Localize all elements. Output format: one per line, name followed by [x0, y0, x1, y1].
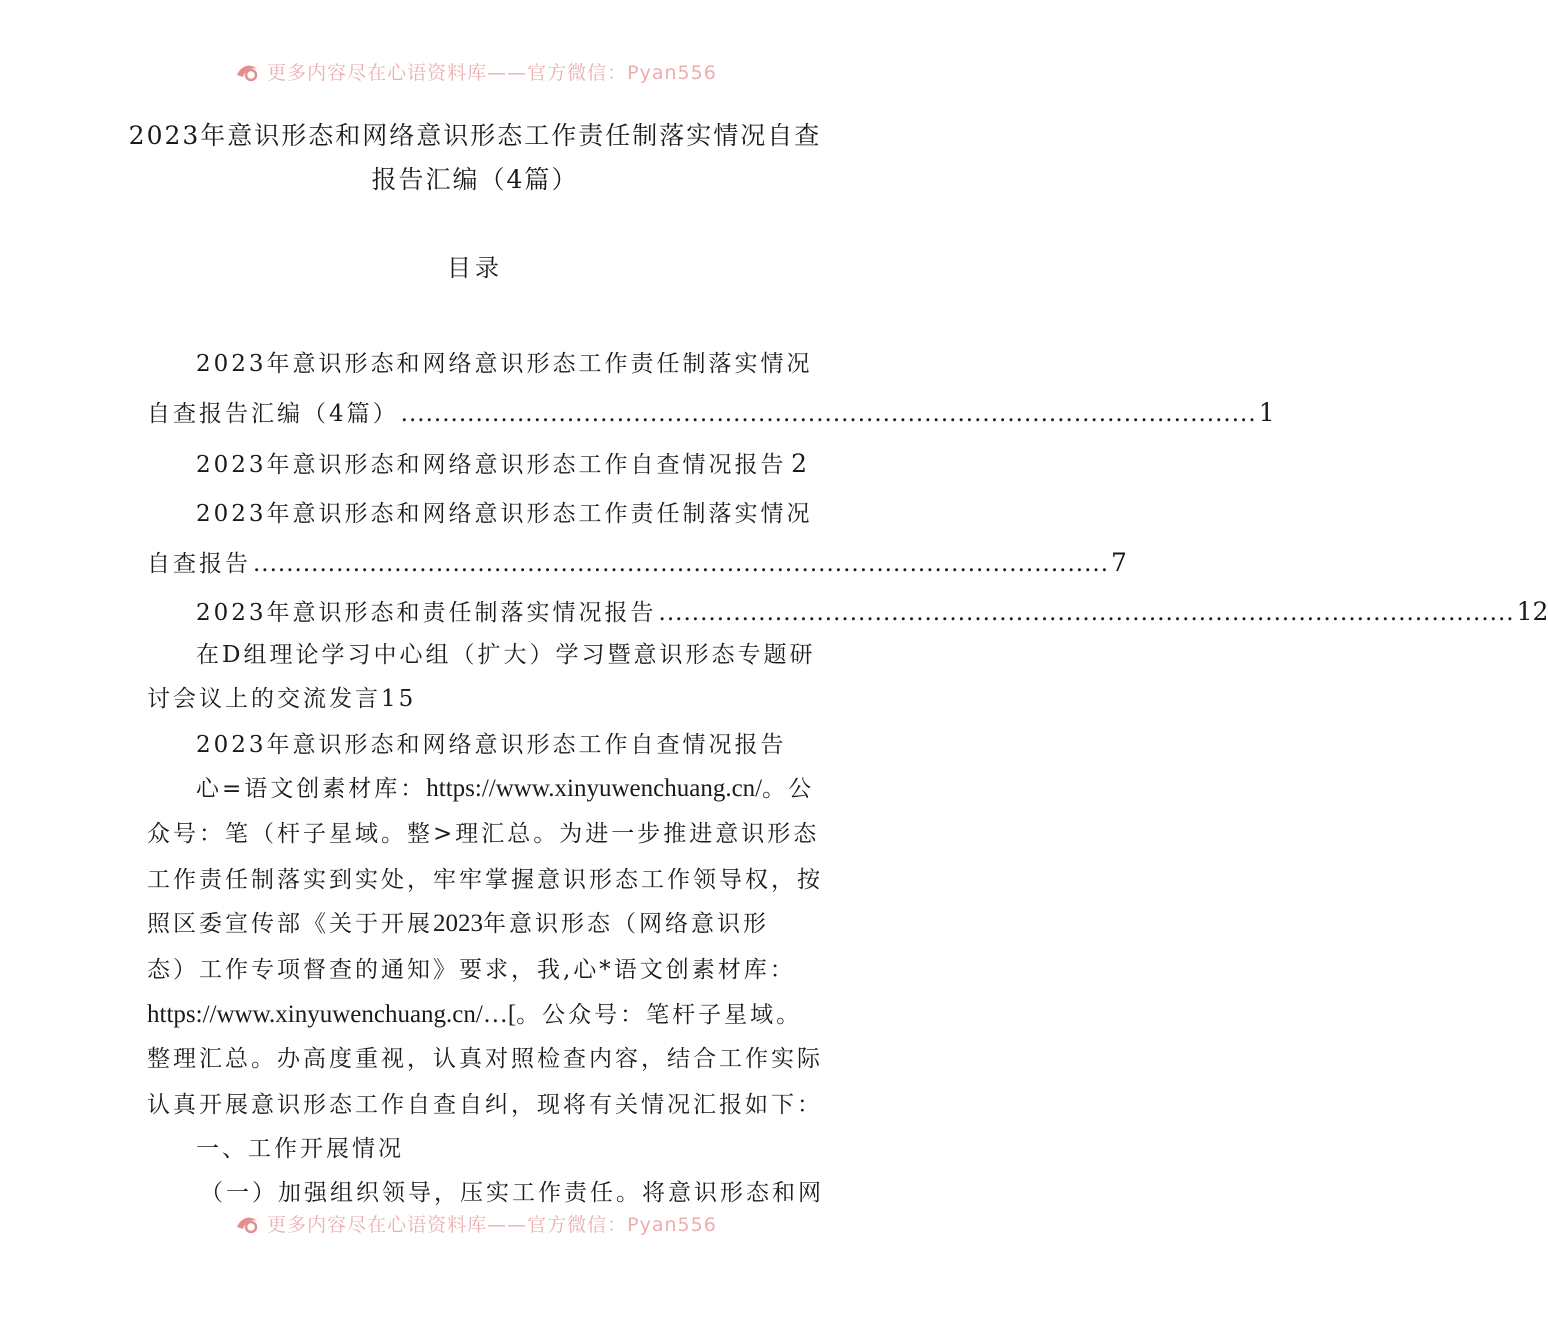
document-title-line-2: 报告汇编（4篇）	[371, 165, 579, 194]
watermark-text: 更多内容尽在心语资料库——官方微信：Pyan556	[267, 1214, 717, 1236]
document-title-line-1: 2023年意识形态和网络意识形态工作责任制落实情况自查	[128, 121, 822, 150]
watermark-top	[0, 58, 950, 85]
paragraph-1-line-6: https://www.xinyuwenchuang.cn/…[。公众号：笔杆子星域。	[147, 1001, 803, 1028]
toc-entry-3-text: 自查报告	[147, 551, 251, 577]
toc-leader-dots: .......................................................................................................	[253, 551, 1110, 577]
toc-entry-1-line-1[interactable]: 2023年意识形态和网络意识形态工作责任制落实情况	[196, 351, 813, 377]
toc-entry-5-line-2[interactable]: 讨会议上的交流发言15	[147, 686, 417, 712]
toc-entry-2-page: 2	[791, 449, 807, 478]
brand-logo-icon	[233, 61, 263, 83]
toc-entry-4-page: 12	[1516, 597, 1548, 626]
paragraph-1-line-3: 工作责任制落实到实处，牢牢掌握意识形态工作领导权，按	[147, 867, 823, 893]
toc-entry-4-text: 2023年意识形态和责任制落实情况报告	[196, 600, 657, 626]
watermark-text: 更多内容尽在心语资料库——官方微信：Pyan556	[267, 62, 717, 84]
url-link[interactable]: https://www.xinyuwenchuang.cn/	[426, 775, 763, 802]
toc-entry-3-page: 7	[1111, 548, 1127, 577]
toc-entry-2[interactable]	[196, 446, 807, 483]
paragraph-1-line-5: 态）工作专项督查的通知》要求，我,心*语文创素材库：	[147, 957, 796, 983]
paragraph-1-line-1: 心=语文创素材库：https://www.xinyuwenchuang.cn/。公	[196, 775, 815, 802]
toc-entry-3-line-2[interactable]	[147, 545, 1127, 582]
toc-leader-dots: .......................................................................................................	[658, 600, 1515, 626]
url-link[interactable]: https://www.xinyuwenchuang.cn/…[	[147, 1001, 517, 1028]
heading-work-status: 一、工作开展情况	[196, 1136, 404, 1162]
toc-entry-5-line-1[interactable]: 在D组理论学习中心组（扩大）学习暨意识形态专题研	[196, 642, 816, 668]
brand-logo-icon	[233, 1213, 263, 1235]
toc-leader-dots	[789, 447, 790, 483]
toc-entry-4[interactable]	[196, 594, 1548, 631]
paragraph-1-line-2: 众号：笔（杆子星域。整>理汇总。为进一步推进意识形态	[147, 821, 820, 847]
watermark-bottom	[0, 1210, 950, 1237]
paragraph-1-line-4: 照区委宣传部《关于开展2023年意识形态（网络意识形	[147, 910, 769, 937]
toc-entry-3-line-1[interactable]: 2023年意识形态和网络意识形态工作责任制落实情况	[196, 501, 813, 527]
toc-entry-2-text: 2023年意识形态和网络意识形态工作自查情况报告	[196, 452, 787, 478]
toc-entry-1-line-2[interactable]	[147, 395, 1275, 432]
paragraph-1-line-8: 认真开展意识形态工作自查自纠，现将有关情况汇报如下：	[147, 1092, 823, 1118]
section-title: 2023年意识形态和网络意识形态工作自查情况报告	[196, 732, 787, 758]
paragraph-2-line-1: （一）加强组织领导，压实工作责任。将意识形态和网	[200, 1180, 824, 1206]
toc-leader-dots: .......................................................................................................	[400, 401, 1257, 427]
paragraph-1-line-7: 整理汇总。办高度重视，认真对照检查内容，结合工作实际	[147, 1046, 823, 1072]
toc-entry-1-page: 1	[1258, 398, 1275, 427]
toc-entry-1-text: 自查报告汇编（4篇）	[147, 401, 399, 427]
toc-heading: 目录	[447, 254, 503, 282]
